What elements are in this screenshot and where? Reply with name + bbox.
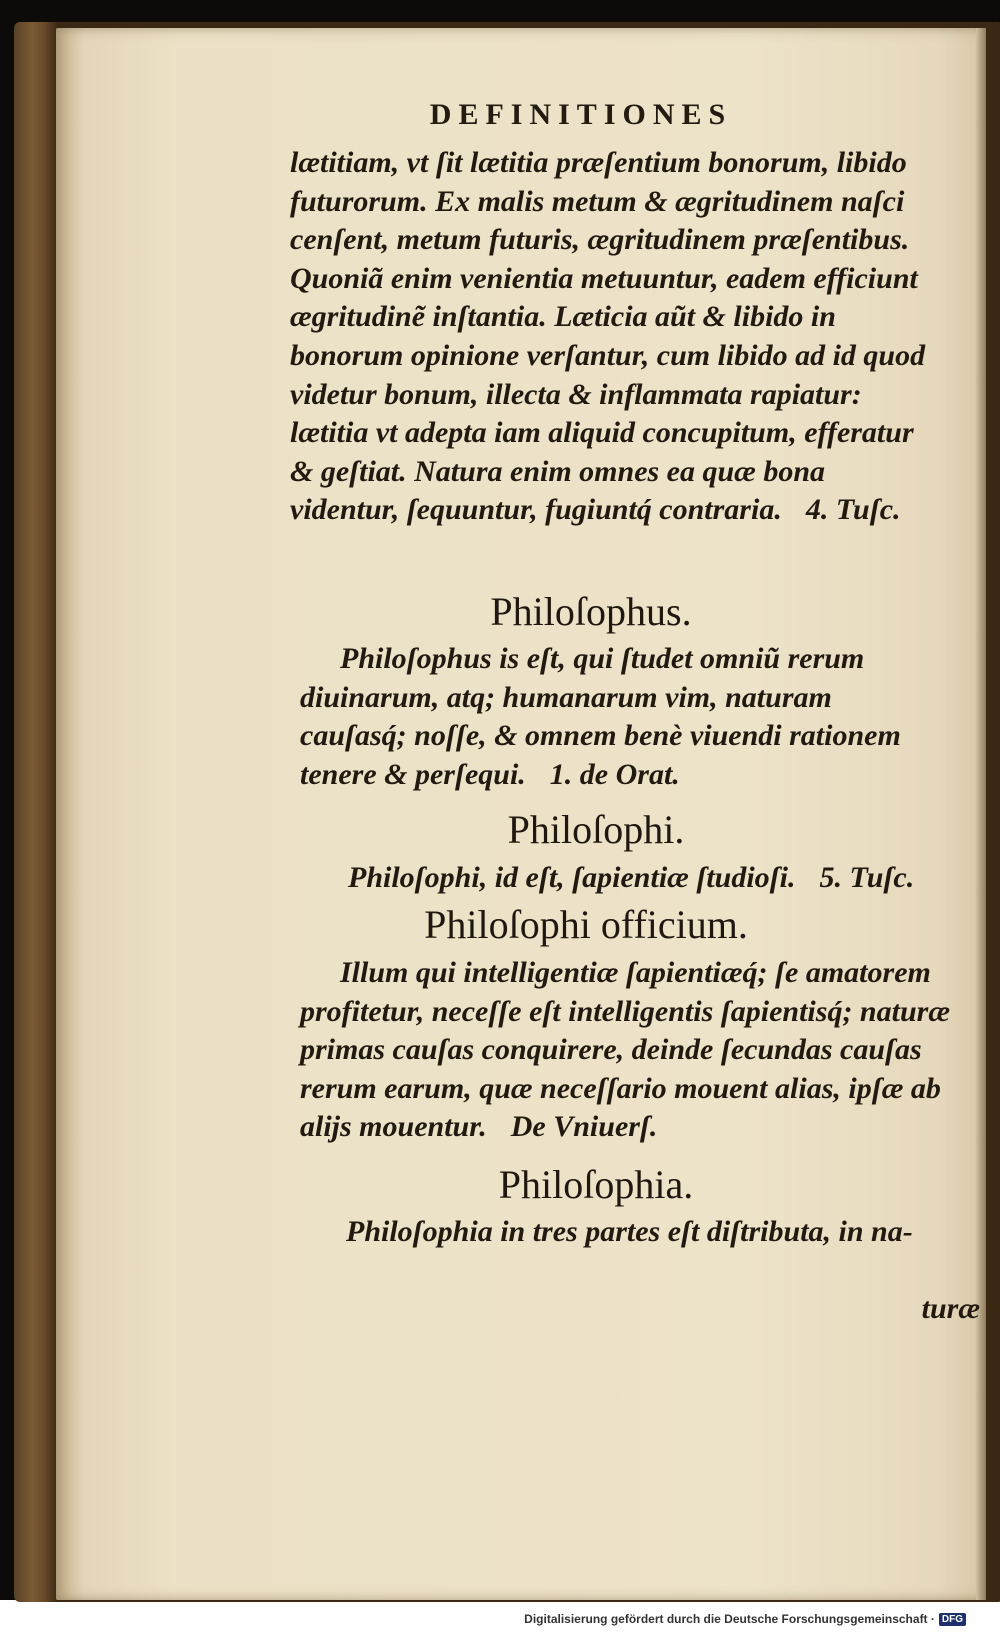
reference: 1. de Orat. <box>549 757 680 791</box>
catchword: turæ <box>921 1292 980 1325</box>
paragraph-philosophi <box>290 859 950 898</box>
reference: 4. Tuſc. <box>805 493 901 527</box>
reference: De Vniuerſ. <box>510 1110 658 1144</box>
digitization-credit <box>524 1612 966 1626</box>
paragraph-philosophia <box>300 1213 950 1252</box>
paragraph-laetitia <box>290 144 940 530</box>
heading-philosophi-officium: Philoſophi officium. <box>424 902 748 947</box>
book-page <box>56 28 986 1600</box>
paragraph-text: Illum qui intelligentiæ ſapientiæq́; ſe amatorem profitetur, neceſſe eſt intelligentis ſapientisq́; naturæ primas cauſas conquirere, deinde ſecundas cauſas rerum earum, quæ neceſſario mouent alias, ipſæ ab alijs mouentur. <box>300 956 950 1144</box>
paragraph-text: Philoſophus is eſt, qui ſtudet omniũ rerum diuinarum, atq; humanarum vim, naturam cauſasq́; noſſe, & omnem benè viuendi rationem tenere & perſequi. <box>300 642 901 791</box>
credit-text: Digitalisierung gefördert durch die Deutsche Forschungsgemeinschaft · <box>524 1612 935 1626</box>
paragraph-officium <box>300 954 950 1147</box>
reference: 5. Tuſc. <box>819 861 915 894</box>
paragraph-text: lætitiam, vt ſit lætitia præſentium bonorum, libido futurorum. Ex malis metum & ægritudinem naſci cenſent, metum futuris, ægritudinem præſentibus. Quoniã enim venientia metuuntur, eadem efficiunt ægritudinẽ inſtantia. Læticia aũt & libido in bonorum opinione verſantur, cum libido ad id quod videtur bonum, illecta & inflammata rapiatur: lætitia vt adepta iam aliquid concupitum, efferatur & geſtiat. Natura enim omnes ea quæ bona videntur, ſequuntur, fugiuntq́ contraria. <box>290 146 926 527</box>
paragraph-text: Philoſophi, id eſt, ſapientiæ ſtudioſi. <box>348 861 796 894</box>
paragraph-philosophus <box>300 640 940 794</box>
heading-philosophi: Philoſophi. <box>507 807 685 852</box>
running-header: DEFINITIONES <box>429 98 733 131</box>
heading-philosophus: Philoſophus. <box>490 589 692 634</box>
paragraph-text: Philoſophia in tres partes eſt diſtributa, in na- <box>346 1215 913 1248</box>
dfg-logo: DFG <box>939 1613 966 1626</box>
heading-philosophia: Philoſophia. <box>498 1162 694 1207</box>
